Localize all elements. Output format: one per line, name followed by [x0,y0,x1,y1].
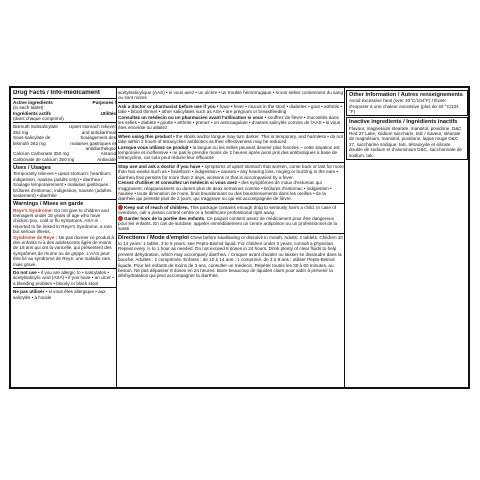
ingredient-name: Calcium Carbonate 350 mg [13,151,69,157]
reye-text: Do not give to children and teenagers under 18 years of age who have chicken pox, cold or flu symptoms. ASA is reported to be linked to Reye's Syndrome, a rare but serious illness. [13,207,112,235]
active-sub: (in each tablet) [13,105,44,111]
continued-text: acétylsalicylique (AAS) • si vous avez • un ulcère • un trouble hémorragique • si vos selles contiennent du sang ou sont noires [118,90,344,101]
column-2 [118,90,344,385]
ingredient-purpose: Soulagement des malaises gastriques et antidiarrhéique [70,135,116,152]
ingredient-name: Sous-salicylate de bismuth 262 mg [13,135,51,146]
reye-text-fr: Ne pas donner ce produit à des enfants ni à des adolescents âgés de moins de 18 ans qui ont la varicelle, qui présentent des symptômes de rhume ou de grippe. L'AAS peut être lié au syndrome de Reye, une maladie rare, mais grave. [13,234,114,267]
ne-pas-utiliser-text: • si vous êtes allergique • aux salicylés • à l'acide [13,289,106,300]
other-info-heading: Other Information / Autres renseignements [349,92,463,98]
ingredient-name: Bismuth Subsalicylate 262 mg [13,124,58,135]
ingredient-row [13,124,116,135]
ask-doctor-text: • have • fever • mucus in the stool • diabetes • gout • arthritis • take • blood thinner • other salicylates such as ASA • are pregnant or breastfeeding [118,103,342,115]
column-3 [346,90,468,385]
keep-out-heading: Keep out of reach of children. [124,204,189,210]
other-info-box [346,90,468,116]
lorsque-text: • la langue ou les selles peuvent devenir plus foncées – cette situation est temporaire et inoffensive • ne pas le prendre moins de 2 heures après avoir pris des antibiotiques à base de tétracycline, car cela peut réduire leur efficacité [118,144,340,161]
warnings-heading: Warnings / Mises en garde [13,201,84,208]
uses-heading: Uses / Usages [13,165,51,172]
purposes-heading: Purposes / [92,99,116,105]
ne-pas-utiliser-heading: Ne pas utiliser [13,289,45,295]
do-not-use-heading: Do not use [13,270,37,276]
inactive-box [346,117,468,160]
purposes-heading-fr: Utilités [100,110,116,116]
ingredient-row [13,157,116,162]
other-info-text: Avoid excessive heat (over 40°C/104°F) / Éviter d'exposer à une chaleur excessive (plus de 40 °C/104 °F) [349,98,459,114]
active-ingredients-heading-fr: Ingrédients actifs [13,110,52,116]
column-divider [344,88,345,387]
keep-out-text: This package contains enough drug to seriously harm a child. In case of overdose, call a poison control centre or a healthcare professional right away. [118,204,337,216]
inactive-heading: Inactive ingredients / Ingrédients inactifs [349,119,458,126]
reye-heading: Reye's Syndrome: [13,207,53,213]
garder-heading: Garder hors de la portée des enfants. [124,215,206,221]
inactive-text: Flavour, magnesium stearate, mannitol, povidone, D&C Red 27 Lake, sodium saccharin, talc / Saveur, stéarate de magnésium, mannitol, povidone, laque rouge D&C 27, saccharine sodique, talc, tétraoxyde et silicate double de sodium et d'aluminium D&C, saccharinate de sodium, talc [349,125,462,158]
stop-use-text: • symptoms of upset stomach that worsen, come back or last for more than two weeks such as • heartburn • indigestion • nausea • any hearing loss, ringing or buzzing in the ears • diarrhea that persists for more than 2 days, worsens or that is accompanied by a fever. [118,163,344,180]
cessez-heading: Cessez d'utiliser et consultez un médecin si vous avez [118,180,238,186]
stop-use-heading: Stop use and ask a doctor if you have [118,163,201,169]
reye-heading-fr: Syndrome de Reye : [13,234,58,240]
active-ingredients-heading: Active ingredients [13,99,53,105]
ingredient-purpose: Antiacide [97,156,116,162]
uses-text: Temporarily relieves • upset stomach: heartburn, indigestion, nausea (adults only) • diarrhea / Soulage temporairement • malaises gastriques : brûlures d'estomac, indigestion, nausée (adultes seulement) • diarrhée [13,171,112,199]
ingredient-name: Carbonate de calcium 350 mg [13,156,75,162]
when-using-text: • the stools and/or tongue may turn darker. This is temporary, and harmless • do not take within 2 hours of tetracycline antibiotics as their effectiveness may be reduced [118,133,343,145]
directions-heading: Directions / Mode d'emploi [118,234,189,241]
consultez-text: • souffrez de fièvre • mucosités dans les selles • diabète • goutte • arthrite • prenez • un anticoagulant • d'autres salicylés comme de l'AAS • si vous êtes enceinte ou allaitez [118,114,341,131]
ask-doctor-heading: Ask a doctor or pharmacist before use if you [118,103,216,109]
ingredient-purpose: Upset stomach reliever and antidiarrheal [69,124,116,135]
ingredient-purpose: Antacid [100,151,116,157]
directions-text: Chew before swallowing or dissolve in mouth. Adults: 2 tablets. Children 10 to 14 years: 1 tablet, 3 to 9 years: see Pepto-Bismol liquid. For children under 3 years, consult a physician. Repeat every ½ to 1 hour as needed. Do not exceed 8 doses in 24 hours. Drink plenty of clear fluids to help prevent dehydration, which may accompany diarrhea. / Croquer avant d'avaler ou laisser se dissoudre dans la bouche. Adultes : 2 comprimés. Enfants : de 10 à 14 ans : 1 comprimé, de 3 à 9 ans : utiliser Pepto-Bismol liquide. Pour les enfants de moins de 3 ans, consulter un médecin. Répéter toutes les 30 à 60 minutes, au besoin. Ne pas dépasser 8 doses en 24 heures. Boire beaucoup de liquides clairs pour aider à prévenir la déshydratation qui peut accompagner la diarrhée. [118,234,343,279]
drug-facts-title: Drug Facts / Info-médicament [13,90,100,96]
garder-text: Ce paquet contient assez de médicament pour être dangereux pour les enfants. En cas de surdose, appeler immédiatement un centre antipoison ou un professionnel de la santé. [118,215,338,232]
cessez-text: • des symptômes de maux d'estomac qui s'aggravent, réapparaissent ou durent plus de deux semaines comme • brûlures d'estomac • indigestion • nausée • toute diminution de l'ouïe, bruit bourdonnant ou des bourdonnements dans les oreilles • de la diarrhée qui persiste plus de 2 jours, qui s'aggrave ou qui est accompagnée de fièvre. [118,180,332,202]
when-using-heading: When using this product [118,133,172,139]
lorsque-heading: Lorsque vous utilisez ce produit [118,144,189,150]
drug-facts-label [9,86,470,389]
column-1 [13,90,116,385]
ingredient-row [13,135,116,151]
consultez-heading: Consultez un médecin ou un pharmacien avant l'utilisation si vous [118,114,264,120]
do-not-use-text: • if you are allergic to • salicylates • acetylsalicylic acid (ASA) • if you have • an ulcer • a bleeding problem • bloody or black stool [13,270,114,286]
column-divider [116,88,117,387]
active-sub-fr: (dans chaque comprimé) [13,116,64,122]
